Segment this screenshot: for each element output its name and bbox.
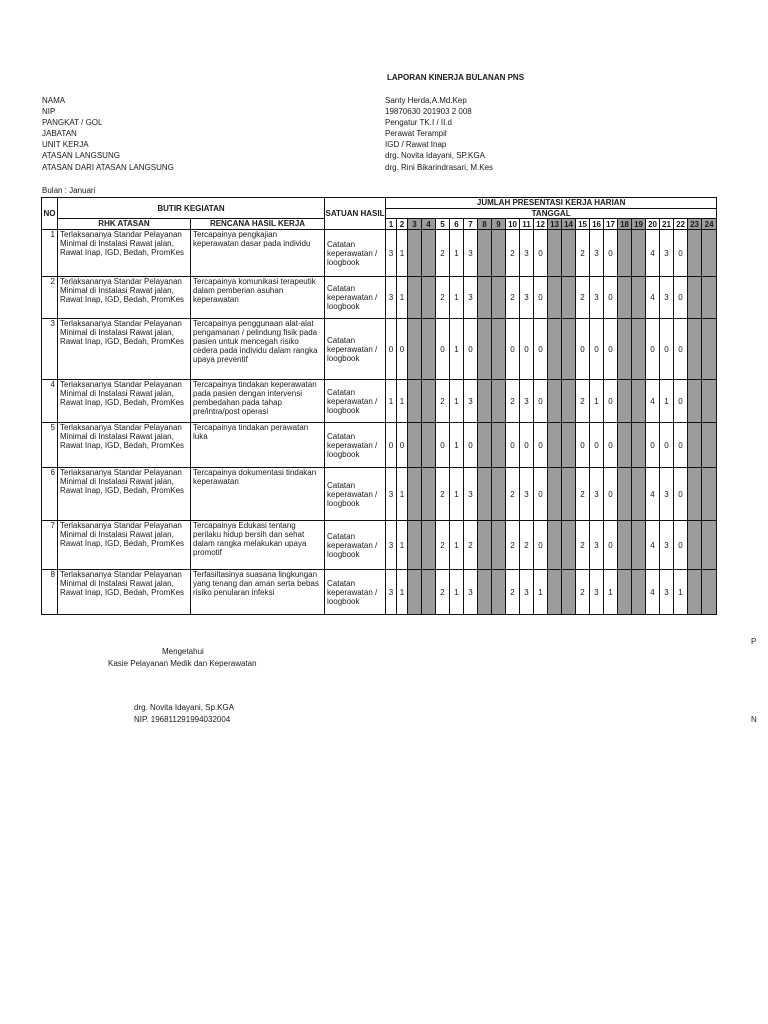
day-header: 4 (422, 219, 436, 230)
rhk-atasan-cell: Terlaksananya Standar Pelayanan Minimal di Instalasi Rawat jalan, Rawat Inap, IGD, Bedah, PromKes (58, 570, 191, 615)
day-value-cell: 2 (576, 230, 590, 277)
day-value-cell: 1 (397, 468, 408, 521)
day-value-cell: 3 (590, 521, 604, 570)
day-value-cell (548, 521, 562, 570)
table-row (42, 468, 717, 521)
day-value-cell (632, 319, 646, 380)
day-value-cell: 4 (646, 230, 660, 277)
info-label: JABATAN (42, 129, 77, 138)
day-header: 7 (464, 219, 478, 230)
day-value-cell (422, 319, 436, 380)
day-value-cell (688, 570, 702, 615)
day-value-cell: 2 (576, 521, 590, 570)
day-value-cell: 0 (464, 423, 478, 468)
day-value-cell (702, 319, 717, 380)
table-row (42, 230, 717, 277)
header-jumlah: JUMLAH PRESENTASI KERJA HARIAN (386, 198, 717, 209)
signer-role: Kasie Pelayanan Medik dan Keperawatan (108, 659, 257, 668)
day-value-cell: 3 (386, 277, 397, 319)
table-row (42, 521, 717, 570)
day-value-cell (478, 319, 492, 380)
satuan-hasil-cell: Catatan keperawatan / loogbook (325, 277, 386, 319)
rencana-hasil-cell: Terfasiltasinya suasana lingkungan yang tenang dan aman serta bebas risiko penularan infeksi (191, 570, 325, 615)
day-value-cell: 2 (464, 521, 478, 570)
table-row (42, 319, 717, 380)
day-value-cell (702, 521, 717, 570)
header-butir: BUTIR KEGIATAN (58, 198, 325, 219)
day-value-cell (422, 423, 436, 468)
day-value-cell: 2 (436, 277, 450, 319)
day-value-cell: 0 (604, 319, 618, 380)
day-header: 12 (534, 219, 548, 230)
day-value-cell: 3 (590, 468, 604, 521)
day-value-cell: 1 (450, 468, 464, 521)
day-value-cell: 4 (646, 380, 660, 423)
day-value-cell (492, 570, 506, 615)
day-header: 11 (520, 219, 534, 230)
day-value-cell: 0 (576, 319, 590, 380)
day-header: 8 (478, 219, 492, 230)
day-value-cell: 3 (590, 277, 604, 319)
day-value-cell: 0 (590, 423, 604, 468)
day-value-cell: 1 (450, 423, 464, 468)
signer-nip: NIP. 196811291994032004 (134, 715, 231, 724)
day-value-cell: 2 (520, 521, 534, 570)
day-value-cell (688, 468, 702, 521)
day-value-cell (618, 380, 632, 423)
day-value-cell: 2 (436, 468, 450, 521)
header-rencana: RENCANA HASIL KERJA (191, 219, 325, 230)
day-value-cell: 0 (464, 319, 478, 380)
table-row (42, 423, 717, 468)
info-label: ATASAN DARI ATASAN LANGSUNG (42, 163, 174, 172)
day-value-cell: 3 (464, 570, 478, 615)
day-value-cell: 0 (397, 319, 408, 380)
info-value: Pengatur TK.I / II.d (385, 118, 452, 127)
day-header: 22 (674, 219, 688, 230)
signer-name: drg. Novita Idayani, Sp.KGA (134, 703, 235, 712)
info-label: ATASAN LANGSUNG (42, 151, 120, 160)
day-value-cell: 1 (450, 521, 464, 570)
day-value-cell: 3 (520, 468, 534, 521)
info-value: Santy Herda,A.Md.Kep (385, 96, 467, 105)
day-value-cell: 1 (397, 380, 408, 423)
row-no: 7 (42, 521, 58, 570)
day-value-cell: 0 (386, 423, 397, 468)
rencana-hasil-cell: Tercapainya penggunaan alat-alat pengamanan / pelindung fisik pada pasien untuk mencegah risiko cedera pada individu dalam rangka upaya preventif (191, 319, 325, 380)
day-value-cell: 4 (646, 521, 660, 570)
day-header: 21 (660, 219, 674, 230)
day-value-cell: 1 (450, 570, 464, 615)
day-value-cell: 1 (386, 380, 397, 423)
day-value-cell (422, 521, 436, 570)
day-value-cell (492, 423, 506, 468)
day-value-cell (688, 319, 702, 380)
day-value-cell: 1 (450, 380, 464, 423)
satuan-hasil-cell: Catatan keperawatan / loogbook (325, 521, 386, 570)
day-value-cell: 3 (464, 380, 478, 423)
day-value-cell (548, 423, 562, 468)
rhk-atasan-cell: Terlaksananya Standar Pelayanan Minimal di Instalasi Rawat jalan, Rawat Inap, IGD, Bedah, PromKes (58, 319, 191, 380)
day-value-cell: 2 (576, 380, 590, 423)
day-value-cell (562, 423, 576, 468)
day-value-cell: 0 (506, 423, 520, 468)
day-value-cell (702, 277, 717, 319)
day-value-cell (478, 230, 492, 277)
day-value-cell (478, 277, 492, 319)
day-value-cell: 0 (506, 319, 520, 380)
satuan-hasil-cell: Catatan keperawatan / loogbook (325, 380, 386, 423)
info-value: Perawat Terampil (385, 129, 447, 138)
day-value-cell (548, 277, 562, 319)
day-value-cell (562, 230, 576, 277)
day-value-cell (492, 521, 506, 570)
day-value-cell (618, 521, 632, 570)
day-value-cell: 3 (386, 468, 397, 521)
day-value-cell (632, 521, 646, 570)
day-header: 24 (702, 219, 717, 230)
day-value-cell (548, 570, 562, 615)
day-value-cell (702, 468, 717, 521)
day-value-cell: 0 (646, 319, 660, 380)
day-value-cell: 3 (520, 380, 534, 423)
cropped-edge-text-bottom: N (751, 715, 757, 724)
rhk-atasan-cell: Terlaksananya Standar Pelayanan Minimal di Instalasi Rawat jalan, Rawat Inap, IGD, Bedah, PromKes (58, 230, 191, 277)
day-value-cell (632, 570, 646, 615)
day-value-cell (478, 468, 492, 521)
rhk-atasan-cell: Terlaksananya Standar Pelayanan Minimal di Instalasi Rawat jalan, Rawat Inap, IGD, Bedah, PromKes (58, 521, 191, 570)
day-value-cell: 0 (604, 468, 618, 521)
day-value-cell (618, 277, 632, 319)
day-value-cell: 3 (386, 570, 397, 615)
day-header: 13 (548, 219, 562, 230)
row-no: 5 (42, 423, 58, 468)
day-value-cell (408, 423, 422, 468)
info-label: PANGKAT / GOL (42, 118, 103, 127)
day-value-cell: 0 (674, 468, 688, 521)
day-value-cell: 3 (386, 230, 397, 277)
day-value-cell: 4 (646, 570, 660, 615)
day-value-cell (562, 468, 576, 521)
rencana-hasil-cell: Tercapainya tindakan perawatan luka (191, 423, 325, 468)
day-value-cell: 3 (520, 277, 534, 319)
info-value: drg. Novita Idayani, SP.KGA (385, 151, 485, 160)
day-value-cell (618, 468, 632, 521)
info-label: NAMA (42, 96, 66, 105)
day-value-cell: 0 (436, 423, 450, 468)
day-value-cell: 0 (674, 319, 688, 380)
day-value-cell: 0 (590, 319, 604, 380)
day-value-cell (408, 380, 422, 423)
day-value-cell (562, 380, 576, 423)
cropped-edge-text-top: P (751, 637, 757, 646)
table-row (42, 570, 717, 615)
day-value-cell (422, 277, 436, 319)
report-title: LAPORAN KINERJA BULANAN PNS (387, 73, 525, 82)
day-value-cell: 0 (534, 468, 548, 521)
day-value-cell: 1 (534, 570, 548, 615)
info-value: drg. Rini Bikarindrasari, M.Kes (385, 163, 494, 172)
day-value-cell (562, 319, 576, 380)
day-value-cell (492, 230, 506, 277)
satuan-hasil-cell: Catatan keperawatan / loogbook (325, 423, 386, 468)
day-value-cell: 0 (397, 423, 408, 468)
day-value-cell (618, 230, 632, 277)
day-value-cell (688, 423, 702, 468)
day-value-cell (548, 380, 562, 423)
day-value-cell (562, 570, 576, 615)
day-value-cell (492, 319, 506, 380)
day-value-cell: 4 (646, 468, 660, 521)
day-value-cell: 4 (646, 277, 660, 319)
day-header: 16 (590, 219, 604, 230)
header-tanggal: TANGGAL (386, 209, 717, 219)
day-value-cell (408, 230, 422, 277)
day-value-cell (422, 380, 436, 423)
day-value-cell (548, 319, 562, 380)
info-value: IGD / Rawat Inap (385, 140, 447, 149)
day-value-cell: 3 (464, 230, 478, 277)
day-header: 23 (688, 219, 702, 230)
day-value-cell: 2 (506, 570, 520, 615)
day-value-cell (478, 423, 492, 468)
day-value-cell: 0 (674, 230, 688, 277)
day-value-cell: 3 (520, 230, 534, 277)
day-value-cell: 1 (604, 570, 618, 615)
day-value-cell: 3 (660, 277, 674, 319)
header-no: NO (42, 198, 58, 230)
satuan-hasil-cell: Catatan keperawatan / loogbook (325, 570, 386, 615)
day-header: 19 (632, 219, 646, 230)
day-value-cell (408, 319, 422, 380)
rencana-hasil-cell: Tercapainya pengkajian keperawatan dasar pada individu (191, 230, 325, 277)
day-value-cell: 0 (604, 423, 618, 468)
row-no: 1 (42, 230, 58, 277)
day-value-cell: 2 (506, 468, 520, 521)
day-value-cell (478, 380, 492, 423)
day-value-cell (562, 521, 576, 570)
day-value-cell: 0 (604, 380, 618, 423)
day-header: 10 (506, 219, 520, 230)
day-header: 9 (492, 219, 506, 230)
day-value-cell: 0 (674, 521, 688, 570)
day-value-cell: 0 (604, 230, 618, 277)
day-value-cell (618, 570, 632, 615)
day-value-cell (408, 468, 422, 521)
row-no: 4 (42, 380, 58, 423)
info-label: NIP (42, 107, 56, 116)
rencana-hasil-cell: Tercapainya komunikasi terapeutik dalam pemberian asuhan keperawatan (191, 277, 325, 319)
rencana-hasil-cell: Tercapainya tindakan keperawatan pada pasien dengan intervensi pembedahan pada tahap pre/intra/post operasi (191, 380, 325, 423)
day-value-cell (492, 380, 506, 423)
day-value-cell: 1 (397, 277, 408, 319)
row-no: 6 (42, 468, 58, 521)
table-row (42, 277, 717, 319)
day-value-cell: 0 (520, 423, 534, 468)
day-header: 1 (386, 219, 397, 230)
day-value-cell: 0 (660, 319, 674, 380)
month-label: Bulan : Januari (42, 186, 96, 195)
day-value-cell (688, 521, 702, 570)
day-value-cell: 3 (660, 230, 674, 277)
day-value-cell: 0 (646, 423, 660, 468)
day-value-cell (632, 277, 646, 319)
day-value-cell: 1 (450, 319, 464, 380)
day-value-cell: 2 (436, 521, 450, 570)
day-value-cell: 3 (590, 230, 604, 277)
day-value-cell (702, 423, 717, 468)
row-no: 2 (42, 277, 58, 319)
day-value-cell (632, 468, 646, 521)
day-value-cell: 3 (590, 570, 604, 615)
day-value-cell: 3 (660, 521, 674, 570)
day-value-cell: 1 (397, 521, 408, 570)
rhk-atasan-cell: Terlaksananya Standar Pelayanan Minimal di Instalasi Rawat jalan, Rawat Inap, IGD, Bedah, PromKes (58, 468, 191, 521)
day-value-cell: 3 (386, 521, 397, 570)
day-value-cell: 1 (397, 230, 408, 277)
info-label: UNIT KERJA (42, 140, 89, 149)
day-value-cell (478, 521, 492, 570)
day-header: 6 (450, 219, 464, 230)
rhk-atasan-cell: Terlaksananya Standar Pelayanan Minimal di Instalasi Rawat jalan, Rawat Inap, IGD, Bedah, PromKes (58, 380, 191, 423)
day-header: 14 (562, 219, 576, 230)
day-value-cell: 0 (674, 423, 688, 468)
rhk-atasan-cell: Terlaksananya Standar Pelayanan Minimal di Instalasi Rawat jalan, Rawat Inap, IGD, Bedah, PromKes (58, 277, 191, 319)
info-value: 19870630 201903 2 008 (385, 107, 472, 116)
day-value-cell: 2 (506, 521, 520, 570)
day-value-cell: 1 (397, 570, 408, 615)
day-value-cell (478, 570, 492, 615)
day-value-cell (492, 277, 506, 319)
day-value-cell: 0 (534, 277, 548, 319)
rencana-hasil-cell: Tercapainya Edukasi tentang perilaku hidup bersih dan sehat dalam rangka melakukan upaya promotif (191, 521, 325, 570)
row-no: 8 (42, 570, 58, 615)
day-value-cell: 0 (386, 319, 397, 380)
day-value-cell (422, 230, 436, 277)
day-value-cell: 1 (450, 230, 464, 277)
day-value-cell (422, 468, 436, 521)
row-no: 3 (42, 319, 58, 380)
day-value-cell: 2 (506, 380, 520, 423)
day-value-cell: 2 (436, 380, 450, 423)
day-value-cell: 0 (674, 380, 688, 423)
acknowledged-label: Mengetahui (162, 647, 204, 656)
day-value-cell (632, 230, 646, 277)
rhk-atasan-cell: Terlaksananya Standar Pelayanan Minimal di Instalasi Rawat jalan, Rawat Inap, IGD, Bedah, PromKes (58, 423, 191, 468)
day-value-cell: 2 (576, 277, 590, 319)
day-value-cell: 0 (534, 319, 548, 380)
day-header: 2 (397, 219, 408, 230)
day-value-cell: 2 (506, 230, 520, 277)
day-header: 17 (604, 219, 618, 230)
day-header: 18 (618, 219, 632, 230)
satuan-hasil-cell: Catatan keperawatan / loogbook (325, 468, 386, 521)
day-value-cell (702, 380, 717, 423)
day-value-cell: 1 (590, 380, 604, 423)
day-value-cell: 0 (534, 230, 548, 277)
day-value-cell (408, 277, 422, 319)
day-value-cell (702, 570, 717, 615)
day-value-cell (688, 380, 702, 423)
day-header: 5 (436, 219, 450, 230)
day-value-cell: 0 (436, 319, 450, 380)
day-value-cell: 2 (436, 230, 450, 277)
day-value-cell: 3 (660, 468, 674, 521)
day-value-cell (702, 230, 717, 277)
day-value-cell: 0 (520, 319, 534, 380)
day-value-cell: 3 (464, 468, 478, 521)
day-value-cell: 3 (464, 277, 478, 319)
day-value-cell: 1 (450, 277, 464, 319)
day-value-cell: 1 (674, 570, 688, 615)
day-value-cell: 0 (534, 380, 548, 423)
day-value-cell: 2 (576, 570, 590, 615)
satuan-hasil-cell: Catatan keperawatan / loogbook (325, 230, 386, 277)
day-value-cell (688, 230, 702, 277)
day-value-cell (408, 570, 422, 615)
day-header: 15 (576, 219, 590, 230)
header-rhk: RHK ATASAN (58, 219, 191, 230)
day-value-cell: 0 (534, 423, 548, 468)
day-value-cell (688, 277, 702, 319)
day-value-cell: 2 (436, 570, 450, 615)
day-value-cell: 3 (520, 570, 534, 615)
day-value-cell: 0 (604, 521, 618, 570)
day-value-cell: 0 (660, 423, 674, 468)
day-value-cell (618, 423, 632, 468)
day-value-cell: 0 (604, 277, 618, 319)
day-value-cell (562, 277, 576, 319)
day-value-cell (422, 570, 436, 615)
day-value-cell: 3 (660, 570, 674, 615)
day-value-cell (548, 230, 562, 277)
rencana-hasil-cell: Tercapainya dokumentasi tindakan keperawatan (191, 468, 325, 521)
day-value-cell: 1 (660, 380, 674, 423)
performance-table (41, 197, 717, 615)
day-value-cell (548, 468, 562, 521)
day-value-cell: 2 (576, 468, 590, 521)
day-value-cell: 0 (576, 423, 590, 468)
day-header: 3 (408, 219, 422, 230)
day-header: 20 (646, 219, 660, 230)
day-value-cell (408, 521, 422, 570)
day-value-cell (492, 468, 506, 521)
day-value-cell: 0 (534, 521, 548, 570)
day-value-cell (618, 319, 632, 380)
day-value-cell (632, 380, 646, 423)
satuan-hasil-cell: Catatan keperawatan / loogbook (325, 319, 386, 380)
day-value-cell (632, 423, 646, 468)
day-value-cell: 2 (506, 277, 520, 319)
day-value-cell: 0 (674, 277, 688, 319)
header-satuan: SATUAN HASIL (325, 198, 386, 230)
table-row (42, 380, 717, 423)
